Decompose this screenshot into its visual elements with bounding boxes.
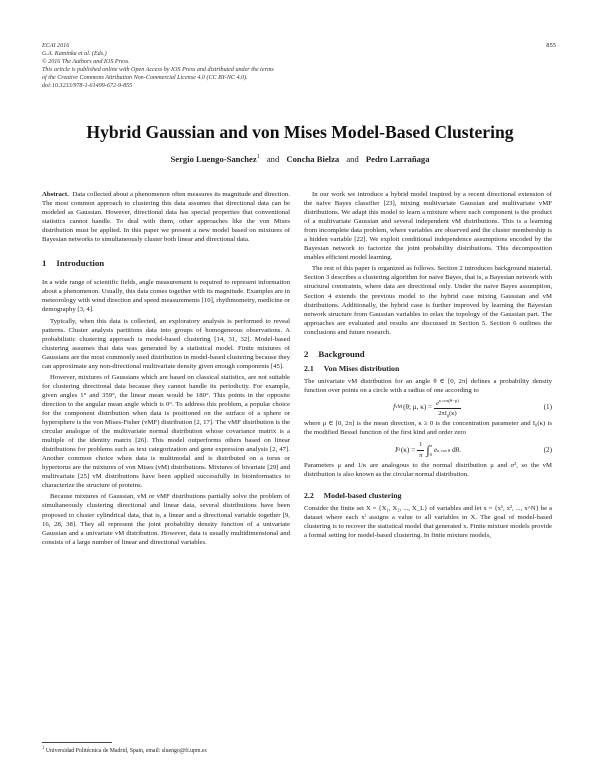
integral-limits — [430, 441, 432, 459]
paragraph: The univariate vM distribution for an angle θ ∈ [0, 2π] defines a probability density function over points on a circle with a radius of one according to — [304, 377, 552, 394]
paragraph: Consider the finite set X = {X₁, X₂, ..., X_L} of variables and let x = {x¹, x², ..., x^N} be a dataset where each xⁱ assigns a value to all variables in X. The goal of model-based clustering is to recover the statistical model that generated x. Finite mixture models provide a formal setting for model-based clustering. In finite mixture models, — [304, 505, 552, 540]
eq-symbol: e — [434, 445, 438, 454]
eq-subscript: vM — [395, 405, 403, 411]
eq-symbol: e — [436, 399, 439, 407]
author-separator: and — [266, 154, 280, 164]
section-title: Introduction — [56, 258, 105, 269]
header-line: ECAI 2016 — [42, 43, 70, 49]
paragraph: However, mixtures of Gaussians which are based on classical statistics, are not suitable for clustering directional data because they cannot handle its periodicity. For example, given angles 1° and 359°, the linear mean would be 180°. This points in the opposite direction to the angular mean angle which is 0°. To address this problem, a popular choice for the component distribution when data is positioned on the surface of a sphere or hypersphere is the von Mises-Fisher (vMF) distribution [2, 17]. The vMF distribution is the circular analogue of the multivariate normal distribution whose covariance matrix is a multiple of the identity matrix [26]. This model outperforms others based on linear distributions for problems such as text categorization and gene expression analysis [2, 47]. Another common choice when data is multimodal and is distributed on a torus or hypertorus are the mixtures of von Mises (vM) distributions. Mixtures of bivariate [29] and multivariate [25] vM distributions have been applied successfully in bioinformatics to characterize the structure of proteins. — [42, 373, 290, 490]
section-heading — [42, 259, 290, 268]
eq-args: (θ; μ, κ) = — [403, 403, 433, 412]
header-line: © 2016 The Authors and IOS Press. — [42, 59, 130, 65]
subsection-number: 2.2 — [304, 491, 314, 501]
eq-superscript: κ cos(θ−μ) — [438, 397, 459, 403]
paragraph: In our work we introduce a hybrid model inspired by a recent directional extension of the naive Bayes classifier [23], mixing multivariate Gaussian and multivariate vMF distributions. We adapt this model to learn a mixture where each component is the product of a multivariate Gaussian and several independent vM distributions. This is a learning from incomplete data problem, where variables are observed and the cluster membership is a hidden variable [22]. We exploit conditional independence assumptions encoded by the Bayesian network to factorize the joint probability distributions. This decomposition enables efficient model learning. — [304, 191, 552, 262]
abstract — [42, 190, 290, 244]
footnote-mark: 1 — [256, 154, 260, 161]
eq-numerator: 1 — [417, 440, 424, 450]
author-separator: and — [346, 154, 359, 164]
eq-subscript: 0 — [397, 447, 400, 453]
eq-args: (κ) = — [400, 445, 416, 454]
section-number: 2 — [304, 348, 309, 359]
header-line: This article is published online with Open Access by IOS Press and distributed under the terms — [42, 67, 274, 73]
paragraph: where μ ∈ [0, 2π] is the mean direction, κ ≥ 0 is the concentration parameter and I₀(κ) is the modified Bessel function of the first kind and order zero — [304, 419, 552, 436]
footnote-text: Universidad Politécnica de Madrid, Spain, email: sluengo@fi.upm.es — [45, 747, 207, 754]
integral-sign: ∫ — [426, 442, 430, 457]
subsection-number: 2.1 — [304, 363, 314, 373]
subsection-title: Von Mises distribution — [323, 363, 400, 373]
abstract-text: Data collected about a phenomenon often measures its magnitude and direction. The most common approach to clustering this data assumes that directional data can be modeled as Gaussian. However, directional data has special properties that conventional statistics cannot handle. To deal with them, other approaches like the von Mises distribution must be applied. In this paper we present a new model based on mixtures of Bayesian networks to simultaneously cluster both linear and directional data. — [42, 191, 290, 244]
eq-symbol: f — [393, 403, 396, 412]
author-name: Concha Bielza — [286, 154, 340, 164]
equation-1 — [304, 397, 552, 419]
eq-symbol: dθ. — [452, 445, 461, 454]
header-line: of the Creative Commons Attribution Non-Commercial License 4.0 (CC BY-NC 4.0). — [42, 75, 248, 81]
equation-number: (1) — [543, 403, 552, 412]
section-heading — [304, 350, 552, 359]
eq-denominator: π — [419, 451, 423, 459]
equation-2 — [304, 439, 552, 461]
paragraph: Parameters μ and 1/κ are analogous to the normal distribution μ and σ², so the vM distribution is also known as the circular normal distribution. — [304, 462, 552, 479]
eq-subscript: 0 — [446, 413, 450, 419]
header-line: G.A. Kaminka et al. (Eds.) — [42, 51, 107, 57]
publication-header — [42, 42, 462, 90]
header-line: doi:10.3233/978-1-61499-672-9-855 — [42, 83, 133, 89]
paragraph: The rest of this paper is organized as follows. Section 2 introduces background material. Section 3 describes a clustering algorithm for naive Bayes, that is, a Bayesian network with structural constraints, where data are directional only. Under the naive Bayes assumption, Section 4 extends the previous model to the hybrid case mixing Gaussian and vM distributions. Additionally, the hybrid case is further improved by learning the Bayesian network structure from Gaussian variables to relax the topology of the Gaussian part. The approaches are evaluated and results are discussed in Section 5. Section 6 outlines the conclusions and future research. — [304, 265, 552, 336]
eq-superscript: κ cos θ — [437, 447, 451, 453]
left-column — [42, 190, 290, 549]
paragraph: Typically, when this data is collected, an exploratory analysis is performed to reveal patterns. Cluster analysis partitions data into groups of homogeneous observations. A probabilistic clustering approach is model-based clustering [14, 31, 32]. Model-based clustering assumes that data was generated by a statistical model. Finite mixtures of Gaussians are the most commonly used distribution in model-based clustering because they can approximate any non-directional multivariate density given enough components [45]. — [42, 317, 290, 370]
footnote-mark: 1 — [42, 746, 45, 751]
subsection-heading — [304, 491, 552, 500]
author-name: Pedro Larrañaga — [365, 154, 430, 164]
page-number: 855 — [546, 42, 556, 49]
footnote — [42, 746, 207, 754]
eq-fraction — [434, 396, 461, 421]
eq-symbol: (κ) — [449, 409, 457, 417]
footnote-rule — [42, 742, 112, 743]
section-number: 1 — [42, 258, 47, 269]
eq-fraction — [417, 440, 424, 459]
equation-number: (2) — [543, 445, 552, 454]
author-list — [0, 154, 600, 164]
integral-lower: 0 — [429, 452, 432, 458]
integral-upper: π — [429, 443, 432, 449]
section-title: Background — [318, 348, 365, 359]
subsection-title: Model-based clustering — [323, 491, 402, 501]
paragraph: Because mixtures of Gaussian, vM or vMF distributions partially solve the problem of simultaneously clustering directional and linear data, several distributions have been proposed to cluster cylindrical data, that is, a linear and a directional variable together [9, 16, 28, 38]. They all represent the joint probability density function of a univariate Gaussian and a univariate vM distribution. However, data is usually multidimensional and consists of a large number of linear and directional variables. — [42, 493, 290, 546]
eq-symbol: 2πI — [438, 409, 447, 417]
author-name: Sergio Luengo-Sanchez — [170, 154, 257, 164]
eq-symbol: I — [395, 445, 398, 454]
subsection-heading — [304, 364, 552, 373]
right-column — [304, 190, 552, 542]
paragraph: In a wide range of scientific fields, angle measurement is required to represent information about a phenomenon. Usually, this data comes together with its magnitude. Examples are in meteorology with wind direction and speed measurements [10], rhythmometry, medicine or demography [3, 4]. — [42, 279, 290, 314]
paper-title: Hybrid Gaussian and von Mises Model-Based Clustering — [86, 122, 514, 142]
abstract-label: Abstract. — [42, 191, 69, 198]
